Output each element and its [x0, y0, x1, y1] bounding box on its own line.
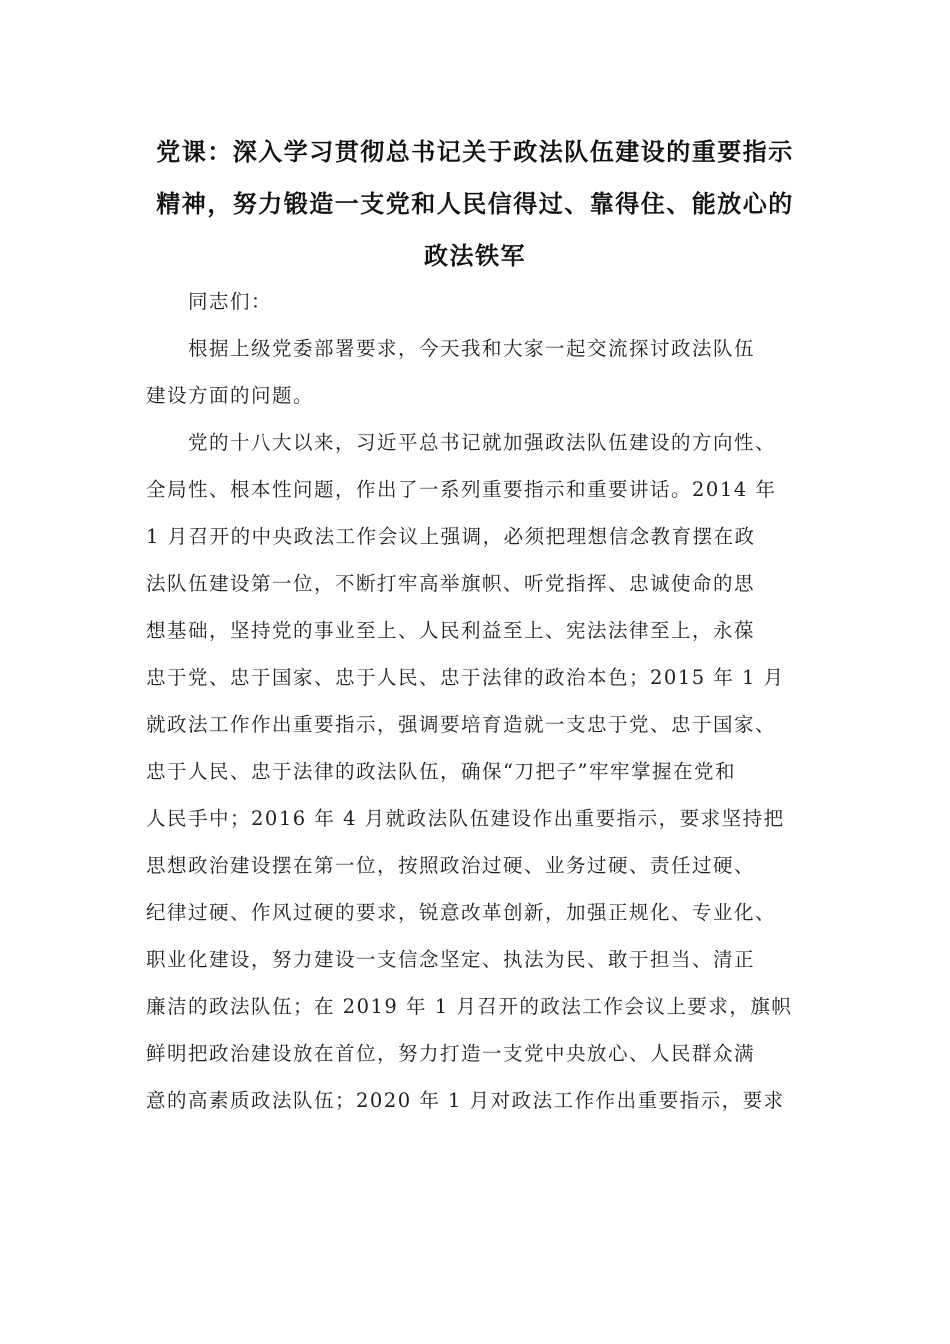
paragraph-line: 人民手中；2016 年 4 月就政法队伍建设作出重要指示，要求坚持把 — [146, 807, 785, 830]
paragraph-line: 鲜明把政治建设放在首位，努力打造一支党中央放心、人民群众满 — [146, 1042, 756, 1065]
paragraph-line: 1 月召开的中央政法工作会议上强调，必须把理想信念教育摆在政 — [146, 525, 756, 548]
title-line: 精神，努力锻造一支党和人民信得过、靠得住、能放心的 — [156, 190, 794, 218]
paragraph-line: 职业化建设，努力建设一支信念坚定、执法为民、敢于担当、清正 — [146, 948, 756, 971]
paragraph-line: 想基础，坚持党的事业至上、人民利益至上、宪法法律至上，永葆 — [146, 619, 756, 642]
paragraph-line: 意的高素质政法队伍；2020 年 1 月对政法工作作出重要指示，要求 — [146, 1089, 785, 1112]
paragraph-line: 纪律过硬、作风过硬的要求，锐意改革创新，加强正规化、专业化、 — [146, 901, 777, 924]
title-line: 政法铁军 — [424, 242, 526, 270]
document-body — [146, 278, 806, 1124]
document-title — [130, 126, 820, 282]
paragraph-line: 全局性、根本性问题，作出了一系列重要指示和重要讲话。2014 年 — [146, 478, 777, 501]
paragraph-line: 就政法工作作出重要指示，强调要培育造就一支忠于党、忠于国家、 — [146, 713, 777, 736]
paragraph-line: 法队伍建设第一位，不断打牢高举旗帜、听党指挥、忠诚使命的思 — [146, 572, 756, 595]
paragraph-line: 建设方面的问题。 — [146, 384, 315, 407]
paragraph-line: 党的十八大以来，习近平总书记就加强政法队伍建设的方向性、 — [188, 431, 777, 454]
paragraph-line: 思想政治建设摆在第一位，按照政治过硬、业务过硬、责任过硬、 — [146, 854, 756, 877]
paragraph-line: 忠于人民、忠于法律的政法队伍，确保“刀把子”牢牢掌握在党和 — [146, 760, 736, 783]
paragraph-line: 廉洁的政法队伍；在 2019 年 1 月召开的政法工作会议上要求，旗帜 — [146, 995, 793, 1018]
title-line: 党课：深入学习贯彻总书记关于政法队伍建设的重要指示 — [156, 138, 794, 166]
greeting: 同志们： — [188, 290, 273, 313]
paragraph-line: 根据上级党委部署要求，今天我和大家一起交流探讨政法队伍 — [188, 337, 756, 360]
paragraph-line: 忠于党、忠于国家、忠于人民、忠于法律的政治本色；2015 年 1 月 — [146, 666, 785, 689]
